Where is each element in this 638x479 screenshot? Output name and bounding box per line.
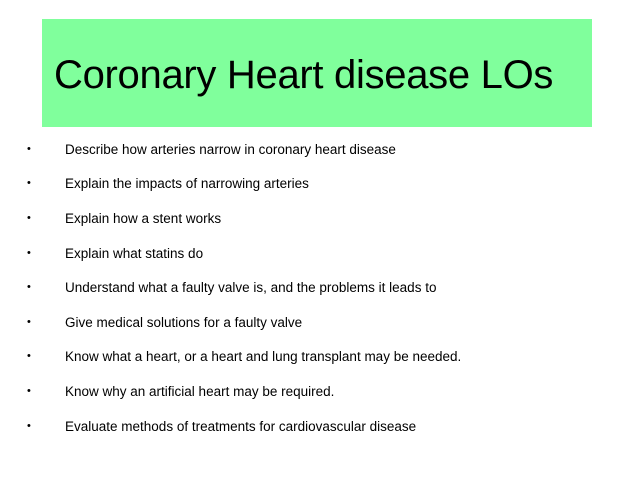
list-item xyxy=(25,201,615,236)
list-item-text: Know what a heart, or a heart and lung transplant may be needed. xyxy=(65,349,462,365)
list-item-text: Explain the impacts of narrowing arteries xyxy=(65,176,309,192)
slide-title: Coronary Heart disease LOs xyxy=(54,53,554,97)
list-item xyxy=(25,305,615,340)
bullet-icon: • xyxy=(27,315,31,328)
bullet-icon: • xyxy=(27,246,31,259)
bullet-icon: • xyxy=(27,211,31,224)
list-item-text: Understand what a faulty valve is, and the problems it leads to xyxy=(65,280,437,296)
list-item-text: Give medical solutions for a faulty valve xyxy=(65,314,303,330)
list-item-text: Evaluate methods of treatments for cardiovascular disease xyxy=(65,418,417,434)
list-item xyxy=(25,167,615,202)
list-item-text: Explain how a stent works xyxy=(65,210,222,226)
list-item xyxy=(25,340,615,375)
list-item-text: Explain what statins do xyxy=(65,245,204,261)
list-item-text: Describe how arteries narrow in coronary heart disease xyxy=(65,141,396,157)
learning-objectives-list xyxy=(25,132,615,443)
bullet-icon: • xyxy=(27,177,31,190)
bullet-icon: • xyxy=(27,419,31,432)
list-item xyxy=(25,132,615,167)
title-banner xyxy=(42,19,592,127)
list-item-text: Know why an artificial heart may be required. xyxy=(65,383,335,399)
list-item xyxy=(25,270,615,305)
bullet-icon: • xyxy=(27,350,31,363)
list-item xyxy=(25,409,615,444)
bullet-icon: • xyxy=(27,281,31,294)
list-item xyxy=(25,236,615,271)
bullet-icon: • xyxy=(27,384,31,397)
list-item xyxy=(25,374,615,409)
bullet-icon: • xyxy=(27,142,31,155)
